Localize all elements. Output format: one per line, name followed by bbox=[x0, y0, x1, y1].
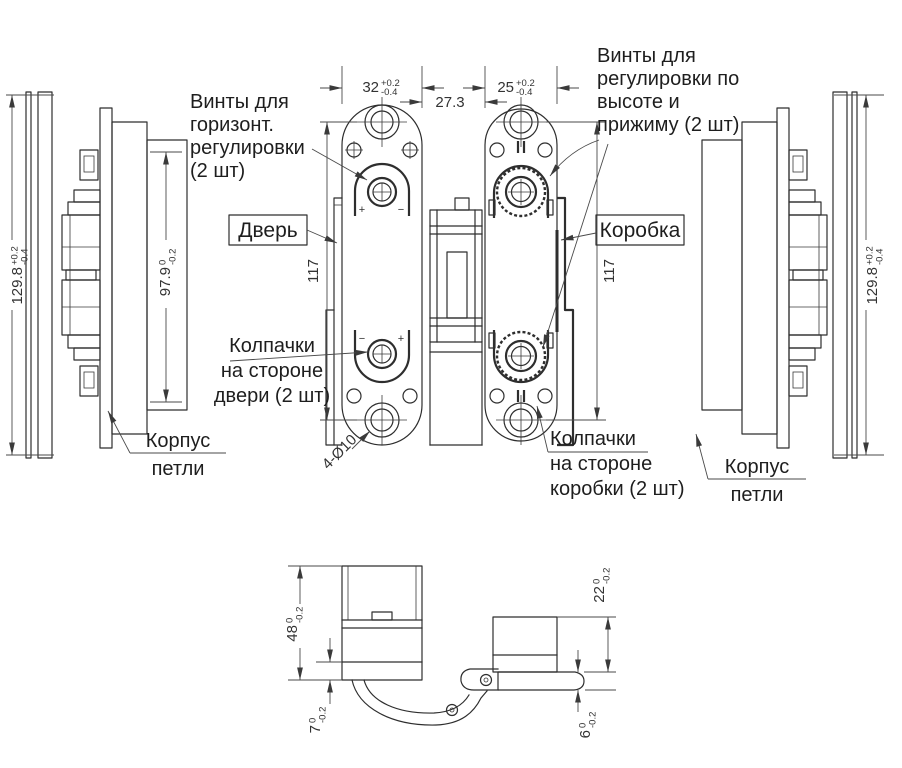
label-line: петли bbox=[151, 458, 205, 480]
label-line: Корпус bbox=[724, 456, 790, 478]
dim-value: 32 bbox=[362, 79, 379, 96]
dim-tol-up: 0 bbox=[157, 259, 169, 265]
dim-value: 129.8 bbox=[864, 267, 881, 305]
dim-tol-down: -0.2 bbox=[601, 567, 613, 584]
dim-value: 25 bbox=[497, 79, 514, 96]
dim-bottom-door-lip bbox=[307, 638, 342, 733]
front-view-center bbox=[305, 66, 618, 473]
label-line: высоте и bbox=[597, 91, 680, 113]
dim-tol-down: -0.2 bbox=[587, 711, 599, 728]
label-caps-door bbox=[214, 335, 368, 407]
dim-right-body-height bbox=[834, 95, 886, 455]
dim-tol-up: 0 bbox=[577, 722, 589, 728]
dim-value: 129.8 bbox=[9, 267, 26, 305]
dim-tol-up: +0.2 bbox=[516, 78, 535, 89]
door-plate bbox=[342, 97, 422, 445]
dim-tol-down: -0.4 bbox=[19, 248, 31, 265]
screw-minus-mark: − bbox=[358, 333, 366, 345]
dim-bottom-door-depth bbox=[284, 566, 342, 680]
label-line: прижиму (2 шт) bbox=[597, 114, 740, 136]
frame-side-block bbox=[461, 617, 584, 690]
door-label-text: Дверь bbox=[238, 219, 298, 242]
label-line: на стороне bbox=[220, 360, 324, 382]
label-screws-vertical bbox=[543, 45, 739, 347]
screw-minus-mark: − bbox=[397, 204, 405, 216]
dim-value: 7 bbox=[307, 725, 324, 734]
label-line: Винты для bbox=[190, 91, 289, 113]
dim-value: 97.9 bbox=[157, 267, 174, 297]
hinge-knuckle-left bbox=[62, 190, 100, 360]
dim-tol-up: +0.2 bbox=[9, 246, 21, 265]
dim-tol-up: +0.2 bbox=[381, 78, 400, 89]
label-line: (2 шт) bbox=[190, 160, 246, 182]
dim-tol-down: -0.2 bbox=[317, 706, 329, 723]
label-line: двери (2 шт) bbox=[213, 385, 331, 407]
annotations bbox=[190, 45, 739, 500]
dim-value: 48 bbox=[284, 625, 301, 642]
dim-tol-up: +0.2 bbox=[864, 246, 876, 265]
hinge-arm bbox=[352, 680, 487, 725]
dim-tol-up: 0 bbox=[307, 717, 319, 723]
label-line: Винты для bbox=[597, 45, 696, 67]
label-line: Корпус bbox=[145, 430, 211, 452]
dim-tol-up: 0 bbox=[284, 617, 296, 623]
hinge-bodies-section bbox=[326, 198, 573, 445]
label-line: Колпачки bbox=[550, 428, 636, 450]
frame-label-text: Коробка bbox=[599, 219, 681, 242]
top-view-folded bbox=[284, 566, 616, 738]
dim-left-body-height bbox=[6, 95, 54, 455]
dim-tol-down: -0.2 bbox=[294, 606, 306, 623]
dim-tol-up: 0 bbox=[591, 578, 603, 584]
label-line: петли bbox=[730, 484, 784, 506]
dim-value: 4-Ø10 bbox=[318, 431, 361, 473]
dim-tol-down: -0.4 bbox=[381, 87, 398, 98]
label-line: регулировки bbox=[190, 137, 305, 159]
dim-value: 27.3 bbox=[435, 94, 465, 111]
dim-value: 22 bbox=[591, 586, 608, 603]
hinge-knuckle-right bbox=[789, 190, 827, 360]
dim-left-cup-height bbox=[150, 152, 182, 402]
door-side-block bbox=[342, 566, 422, 680]
dim-bottom-frame-depth bbox=[557, 568, 616, 672]
label-line: регулировки по bbox=[597, 68, 740, 90]
hinge-link bbox=[430, 198, 482, 342]
screw-plus-mark: + bbox=[397, 333, 405, 345]
side-view-right bbox=[696, 92, 886, 506]
label-frame bbox=[561, 215, 684, 245]
frame-plate bbox=[485, 97, 557, 445]
dim-value: 117 bbox=[305, 259, 322, 283]
dim-value: 117 bbox=[601, 259, 618, 283]
label-line: горизонт. bbox=[190, 114, 274, 136]
label-line: Колпачки bbox=[229, 335, 315, 357]
dim-tol-down: -0.2 bbox=[167, 248, 179, 265]
label-screws-horizontal bbox=[190, 91, 367, 182]
dim-value: 6 bbox=[577, 730, 594, 739]
label-hinge-body-left bbox=[108, 411, 226, 480]
dim-tol-down: -0.4 bbox=[874, 248, 886, 265]
label-line: на стороне bbox=[550, 453, 653, 475]
dim-center-gap bbox=[400, 66, 507, 111]
screw-plus-mark: + bbox=[358, 204, 366, 216]
label-door bbox=[229, 215, 337, 245]
dim-tol-down: -0.4 bbox=[516, 87, 533, 98]
label-line: коробки (2 шт) bbox=[550, 478, 685, 500]
dim-bottom-frame-lip bbox=[577, 650, 616, 738]
